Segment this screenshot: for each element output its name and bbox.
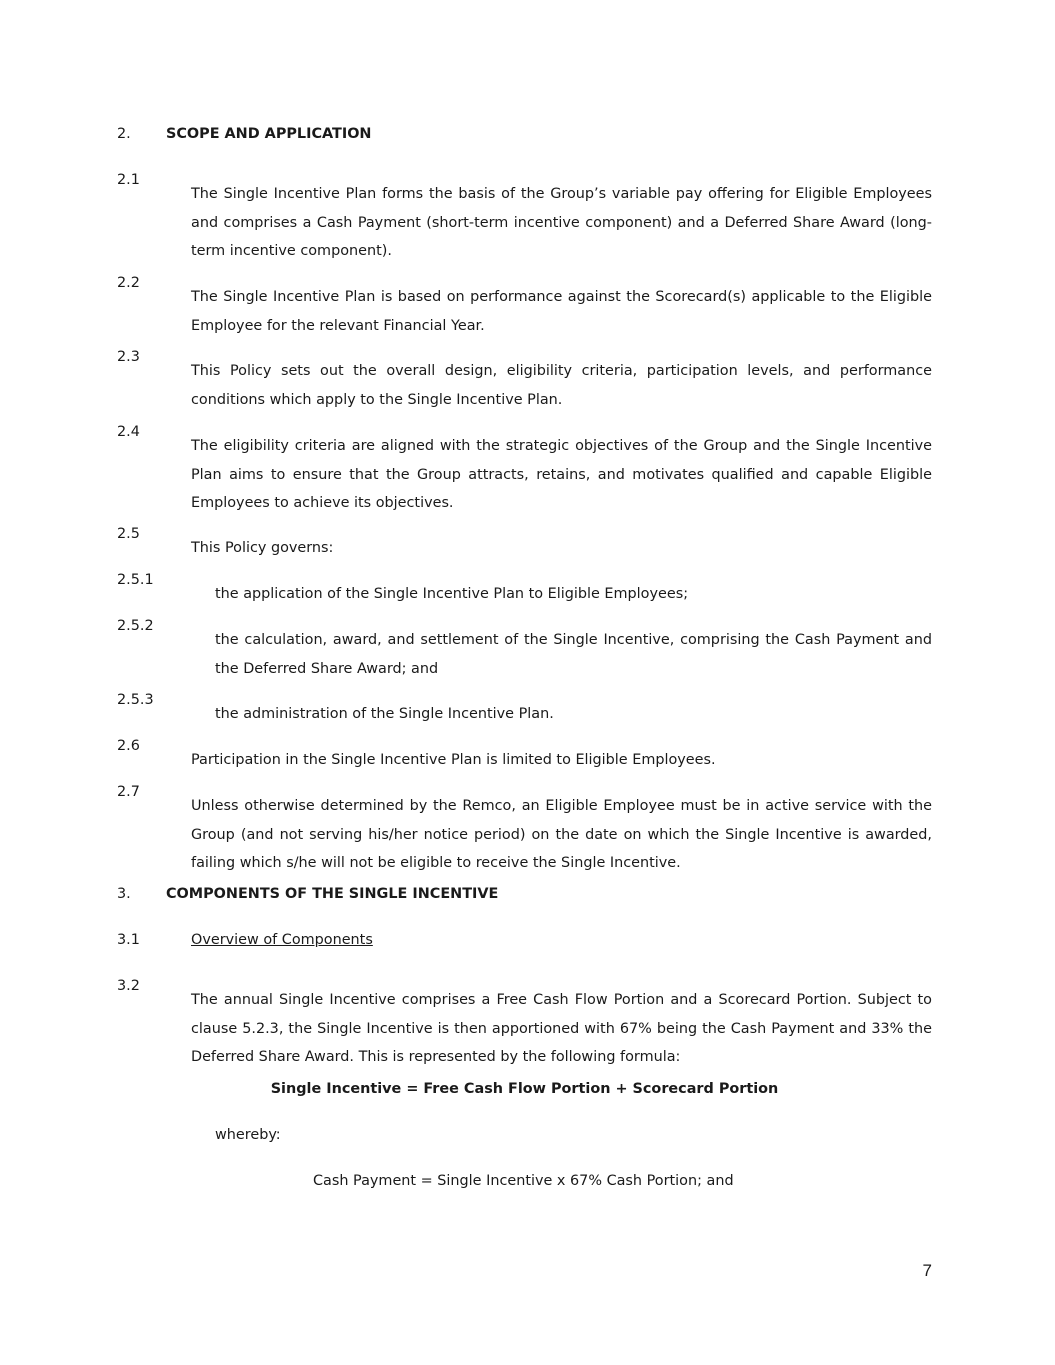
section-heading: COMPONENTS OF THE SINGLE INCENTIVE: [166, 886, 499, 902]
subclause-number: 2.5.1: [117, 572, 154, 588]
clause-number: 3.1: [117, 932, 140, 948]
page-number: 7: [922, 1261, 932, 1280]
clause-number: 2.5: [117, 526, 140, 542]
clause-number: 2.2: [117, 275, 140, 291]
subclause-number: 2.5.2: [117, 618, 154, 634]
subclause-text: the calculation, award, and settlement of the Single Incentive, comprising the Cash Payment and the Deferred Share Award; and: [215, 632, 932, 677]
clause-text: The Single Incentive Plan forms the basis of the Group’s variable pay offering for Eligible Employees and comprises a Cash Payment (short-term incentive component) and a Deferred Share Award (long-term incentive component).: [191, 186, 932, 260]
formula-main: Single Incentive = Free Cash Flow Portion + Scorecard Portion: [270, 1081, 779, 1097]
formula-whereby: whereby:: [215, 1127, 281, 1143]
clause-number: 2.7: [117, 784, 140, 800]
section-number: 2.: [117, 126, 131, 142]
clause-text: This Policy sets out the overall design, eligibility criteria, participation levels, and performance conditions which apply to the Single Incentive Plan.: [191, 363, 932, 408]
clause-text: Participation in the Single Incentive Plan is limited to Eligible Employees.: [191, 752, 716, 769]
subclause-number: 2.5.3: [117, 692, 154, 708]
clause-number: 2.3: [117, 349, 140, 365]
clause-text: The eligibility criteria are aligned with the strategic objectives of the Group and the Single Incentive Plan aims to ensure that the Group attracts, retains, and motivates qualified and capable Eligible Employees to achieve its objectives.: [191, 438, 932, 512]
section-heading: SCOPE AND APPLICATION: [166, 126, 372, 142]
clause-text: Unless otherwise determined by the Remco, an Eligible Employee must be in active service with the Group (and not serving his/her notice period) on the date on which the Single Incentive is awarded, failing which s/he will not be eligible to receive the Single Incentive.: [191, 798, 932, 872]
subclause-text: the application of the Single Incentive Plan to Eligible Employees;: [215, 586, 689, 603]
clause-number: 3.2: [117, 978, 140, 994]
clause-number: 2.6: [117, 738, 140, 754]
section-number: 3.: [117, 886, 131, 902]
formula-cash-payment: Cash Payment = Single Incentive x 67% Cash Portion; and: [313, 1173, 734, 1189]
clause-number: 2.1: [117, 172, 140, 188]
clause-subheading: Overview of Components: [191, 932, 373, 948]
clause-text: The annual Single Incentive comprises a Free Cash Flow Portion and a Scorecard Portion. Subject to clause 5.2.3, the Single Incentive is then apportioned with 67% being the Cash Payment and 33% the Deferred Share Award. This is represented by the following formula:: [191, 992, 932, 1066]
subclause-text: the administration of the Single Incentive Plan.: [215, 706, 554, 723]
clause-text: The Single Incentive Plan is based on performance against the Scorecard(s) applicable to the Eligible Employee for the relevant Financial Year.: [191, 289, 932, 334]
clause-text: This Policy governs:: [191, 540, 334, 557]
clause-number: 2.4: [117, 424, 140, 440]
